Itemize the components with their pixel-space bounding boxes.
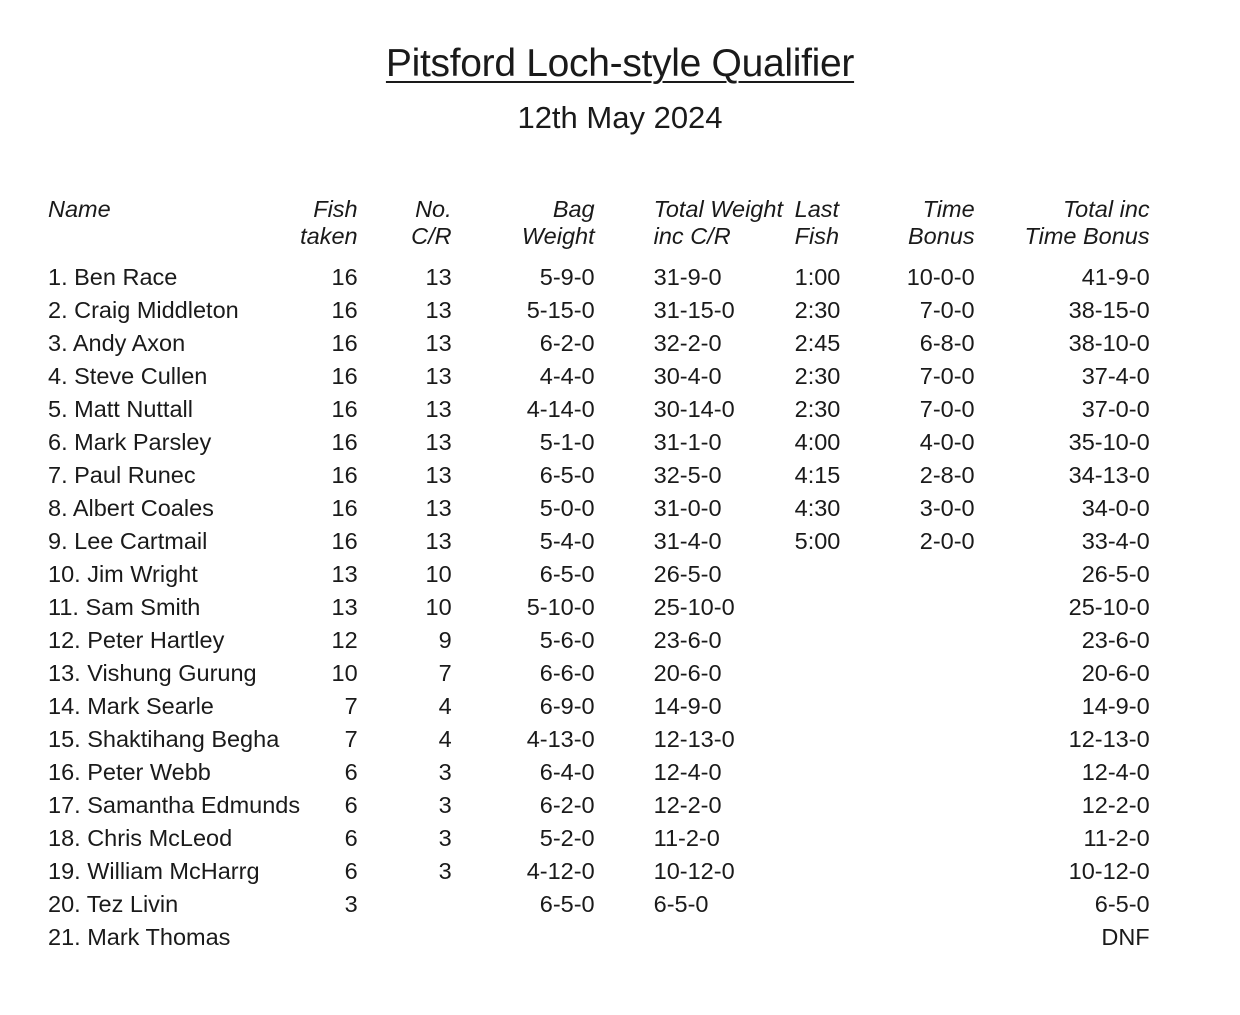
bag-weight: 4-14-0: [526, 396, 595, 422]
time-bonus: 4-0-0: [919, 429, 975, 455]
catch-release-count: 13: [425, 264, 452, 290]
bag-weight: 6-2-0: [539, 792, 595, 818]
total-weight: 20-6-0: [653, 660, 722, 686]
table-row: [48, 492, 1150, 525]
table-row: [48, 426, 1150, 459]
bag-weight: 6-5-0: [539, 462, 595, 488]
competitor-name: 7. Paul Runec: [48, 462, 196, 488]
catch-release-count: 4: [438, 726, 452, 752]
total-weight: 31-1-0: [653, 429, 722, 455]
total-inc-time-bonus: 38-15-0: [1068, 297, 1150, 323]
table-row: [48, 756, 1150, 789]
total-weight: 30-14-0: [653, 396, 735, 422]
competitor-name: 21. Mark Thomas: [48, 924, 231, 950]
competitor-name: 9. Lee Cartmail: [48, 528, 208, 554]
competitor-name: 1. Ben Race: [48, 264, 178, 290]
competitor-name: 13. Vishung Gurung: [48, 660, 257, 686]
last-fish-time: 1:00: [794, 264, 841, 290]
catch-release-count: 13: [425, 330, 452, 356]
catch-release-count: 7: [438, 660, 452, 686]
last-fish-time: 5:00: [794, 528, 841, 554]
competitor-name: 16. Peter Webb: [48, 759, 211, 785]
bag-weight: [452, 921, 595, 954]
fish-taken: 16: [331, 495, 358, 521]
catch-release-count: 13: [425, 429, 452, 455]
fish-taken: 10: [331, 660, 358, 686]
time-bonus: [847, 558, 975, 591]
total-inc-time-bonus: DNF: [1101, 924, 1150, 950]
competitor-name: 14. Mark Searle: [48, 693, 214, 719]
time-bonus: 2-0-0: [919, 528, 975, 554]
total-inc-time-bonus: 33-4-0: [1081, 528, 1150, 554]
bag-weight: 6-9-0: [539, 693, 595, 719]
last-fish-time: [795, 690, 847, 723]
table-row: [48, 591, 1150, 624]
total-weight: 12-2-0: [653, 792, 722, 818]
table-row: [48, 360, 1150, 393]
time-bonus: 2-8-0: [919, 462, 975, 488]
bag-weight: 4-13-0: [526, 726, 595, 752]
catch-release-count: 13: [425, 396, 452, 422]
competitor-name: 17. Samantha Edmunds: [48, 792, 301, 818]
last-fish-time: 2:30: [794, 297, 841, 323]
last-fish-time: [795, 756, 847, 789]
total-weight: 32-5-0: [653, 462, 722, 488]
header-last-fish: Last Fish: [794, 196, 840, 249]
table-row: [48, 624, 1150, 657]
fish-taken: 6: [344, 759, 358, 785]
total-inc-time-bonus: 11-2-0: [1083, 825, 1150, 851]
total-weight: 31-4-0: [653, 528, 722, 554]
catch-release-count: [358, 921, 452, 954]
competitor-name: 5. Matt Nuttall: [48, 396, 193, 422]
total-weight: [654, 921, 795, 954]
fish-taken: 16: [331, 429, 358, 455]
total-inc-time-bonus: 34-13-0: [1068, 462, 1150, 488]
time-bonus: [847, 723, 975, 756]
fish-taken: 6: [344, 858, 358, 884]
total-inc-time-bonus: 10-12-0: [1068, 858, 1150, 884]
table-row: [48, 393, 1150, 426]
fish-taken: 3: [344, 891, 358, 917]
table-row: [48, 657, 1150, 690]
last-fish-time: [795, 888, 847, 921]
total-weight: 31-9-0: [653, 264, 722, 290]
fish-taken: 16: [331, 330, 358, 356]
bag-weight: 4-12-0: [526, 858, 595, 884]
table-row: [48, 888, 1150, 921]
total-inc-time-bonus: 23-6-0: [1081, 627, 1150, 653]
bag-weight: 5-6-0: [539, 627, 595, 653]
total-inc-time-bonus: 37-0-0: [1081, 396, 1150, 422]
total-inc-time-bonus: 12-4-0: [1081, 759, 1150, 785]
fish-taken: 6: [344, 792, 358, 818]
results-table: [48, 196, 1150, 954]
header-total-inc-time-bonus: Total inc Time Bonus: [1024, 196, 1150, 249]
bag-weight: 5-2-0: [539, 825, 595, 851]
header-total-weight: Total Weight inc C/R: [653, 196, 783, 249]
time-bonus: [847, 888, 975, 921]
table-row: [48, 723, 1150, 756]
time-bonus: [847, 822, 975, 855]
table-row: [48, 558, 1150, 591]
total-weight: 31-15-0: [653, 297, 735, 323]
header-bag-weight: Bag Weight: [521, 196, 595, 249]
last-fish-time: 4:00: [794, 429, 841, 455]
total-weight: 10-12-0: [653, 858, 735, 884]
fish-taken: 16: [331, 528, 358, 554]
bag-weight: 5-4-0: [539, 528, 595, 554]
total-weight: 30-4-0: [653, 363, 722, 389]
total-inc-time-bonus: 6-5-0: [1094, 891, 1150, 917]
competitor-name: 12. Peter Hartley: [48, 627, 225, 653]
catch-release-count: 3: [438, 792, 452, 818]
last-fish-time: [795, 921, 847, 954]
total-inc-time-bonus: 20-6-0: [1081, 660, 1150, 686]
fish-taken: 13: [331, 594, 358, 620]
total-weight: 23-6-0: [653, 627, 722, 653]
last-fish-time: [795, 558, 847, 591]
fish-taken: [300, 921, 358, 954]
fish-taken: 7: [344, 693, 358, 719]
last-fish-time: [795, 822, 847, 855]
catch-release-count: 13: [425, 297, 452, 323]
catch-release-count: 10: [425, 594, 452, 620]
table-row: [48, 327, 1150, 360]
bag-weight: 5-15-0: [526, 297, 595, 323]
time-bonus: 7-0-0: [919, 363, 975, 389]
total-weight: 12-4-0: [653, 759, 722, 785]
time-bonus: [847, 624, 975, 657]
total-inc-time-bonus: 14-9-0: [1081, 693, 1150, 719]
fish-taken: 16: [331, 264, 358, 290]
total-weight: 31-0-0: [653, 495, 722, 521]
total-weight: 14-9-0: [653, 693, 722, 719]
total-inc-time-bonus: 12-13-0: [1068, 726, 1150, 752]
total-weight: 32-2-0: [653, 330, 722, 356]
header-row: [48, 196, 1150, 261]
time-bonus: 6-8-0: [919, 330, 975, 356]
bag-weight: 5-1-0: [539, 429, 595, 455]
competitor-name: 6. Mark Parsley: [48, 429, 212, 455]
event-date: 12th May 2024: [517, 100, 723, 135]
fish-taken: 16: [331, 297, 358, 323]
time-bonus: [847, 657, 975, 690]
competitor-name: 10. Jim Wright: [48, 561, 198, 587]
header-name: Name: [48, 196, 111, 222]
time-bonus: 7-0-0: [919, 396, 975, 422]
fish-taken: 16: [331, 396, 358, 422]
fish-taken: 13: [331, 561, 358, 587]
bag-weight: 6-6-0: [539, 660, 595, 686]
time-bonus: [847, 756, 975, 789]
table-row: [48, 690, 1150, 723]
bag-weight: 6-5-0: [539, 561, 595, 587]
total-inc-time-bonus: 37-4-0: [1081, 363, 1150, 389]
results-body: [48, 261, 1150, 954]
table-row: [48, 822, 1150, 855]
catch-release-count: 3: [438, 858, 452, 884]
bag-weight: 5-9-0: [539, 264, 595, 290]
competitor-name: 3. Andy Axon: [48, 330, 186, 356]
last-fish-time: [795, 591, 847, 624]
competitor-name: 4. Steve Cullen: [48, 363, 208, 389]
competitor-name: 19. William McHarrg: [48, 858, 260, 884]
total-inc-time-bonus: 12-2-0: [1081, 792, 1150, 818]
header-fish-taken: Fish taken: [300, 196, 358, 249]
fish-taken: 16: [331, 462, 358, 488]
competitor-name: 11. Sam Smith: [48, 594, 201, 620]
total-inc-time-bonus: 35-10-0: [1068, 429, 1150, 455]
time-bonus: 10-0-0: [906, 264, 975, 290]
table-row: [48, 921, 1150, 954]
table-row: [48, 294, 1150, 327]
bag-weight: 6-5-0: [539, 891, 595, 917]
table-row: [48, 789, 1150, 822]
header-time-bonus: Time Bonus: [908, 196, 975, 249]
total-weight: 6-5-0: [653, 891, 709, 917]
total-weight: 25-10-0: [653, 594, 735, 620]
fish-taken: 12: [331, 627, 358, 653]
catch-release-count: 9: [438, 627, 452, 653]
time-bonus: [847, 921, 975, 954]
table-row: [48, 855, 1150, 888]
page-title: Pitsford Loch-style Qualifier: [385, 42, 855, 85]
fish-taken: 6: [344, 825, 358, 851]
total-inc-time-bonus: 26-5-0: [1081, 561, 1150, 587]
time-bonus: [847, 690, 975, 723]
last-fish-time: [795, 657, 847, 690]
last-fish-time: 2:45: [794, 330, 841, 356]
bag-weight: 6-4-0: [539, 759, 595, 785]
time-bonus: [847, 789, 975, 822]
catch-release-count: 3: [438, 759, 452, 785]
total-inc-time-bonus: 25-10-0: [1068, 594, 1150, 620]
last-fish-time: 2:30: [794, 363, 841, 389]
table-row: [48, 261, 1150, 294]
catch-release-count: 3: [438, 825, 452, 851]
last-fish-time: 4:15: [794, 462, 841, 488]
competitor-name: 2. Craig Middleton: [48, 297, 239, 323]
time-bonus: [847, 855, 975, 888]
last-fish-time: 4:30: [794, 495, 841, 521]
total-inc-time-bonus: 34-0-0: [1081, 495, 1150, 521]
competitor-name: 15. Shaktihang Begha: [48, 726, 280, 752]
bag-weight: 5-10-0: [526, 594, 595, 620]
total-weight: 11-2-0: [653, 825, 720, 851]
catch-release-count: 10: [425, 561, 452, 587]
competitor-name: 8. Albert Coales: [48, 495, 214, 521]
bag-weight: 5-0-0: [539, 495, 595, 521]
catch-release-count: 13: [425, 495, 452, 521]
total-weight: 12-13-0: [653, 726, 735, 752]
total-inc-time-bonus: 41-9-0: [1081, 264, 1150, 290]
last-fish-time: [795, 855, 847, 888]
header-no-cr: No. C/R: [411, 196, 452, 249]
catch-release-count: 13: [425, 363, 452, 389]
table-row: [48, 459, 1150, 492]
last-fish-time: [795, 723, 847, 756]
last-fish-time: [795, 624, 847, 657]
catch-release-count: 13: [425, 462, 452, 488]
fish-taken: 16: [331, 363, 358, 389]
time-bonus: [847, 591, 975, 624]
last-fish-time: [795, 789, 847, 822]
catch-release-count: 13: [425, 528, 452, 554]
competitor-name: 18. Chris McLeod: [48, 825, 233, 851]
catch-release-count: [358, 888, 452, 921]
table-row: [48, 525, 1150, 558]
fish-taken: 7: [344, 726, 358, 752]
total-inc-time-bonus: 38-10-0: [1068, 330, 1150, 356]
time-bonus: 3-0-0: [919, 495, 975, 521]
bag-weight: 6-2-0: [539, 330, 595, 356]
last-fish-time: 2:30: [794, 396, 841, 422]
bag-weight: 4-4-0: [539, 363, 595, 389]
catch-release-count: 4: [438, 693, 452, 719]
competitor-name: 20. Tez Livin: [48, 891, 179, 917]
total-weight: 26-5-0: [653, 561, 722, 587]
time-bonus: 7-0-0: [919, 297, 975, 323]
